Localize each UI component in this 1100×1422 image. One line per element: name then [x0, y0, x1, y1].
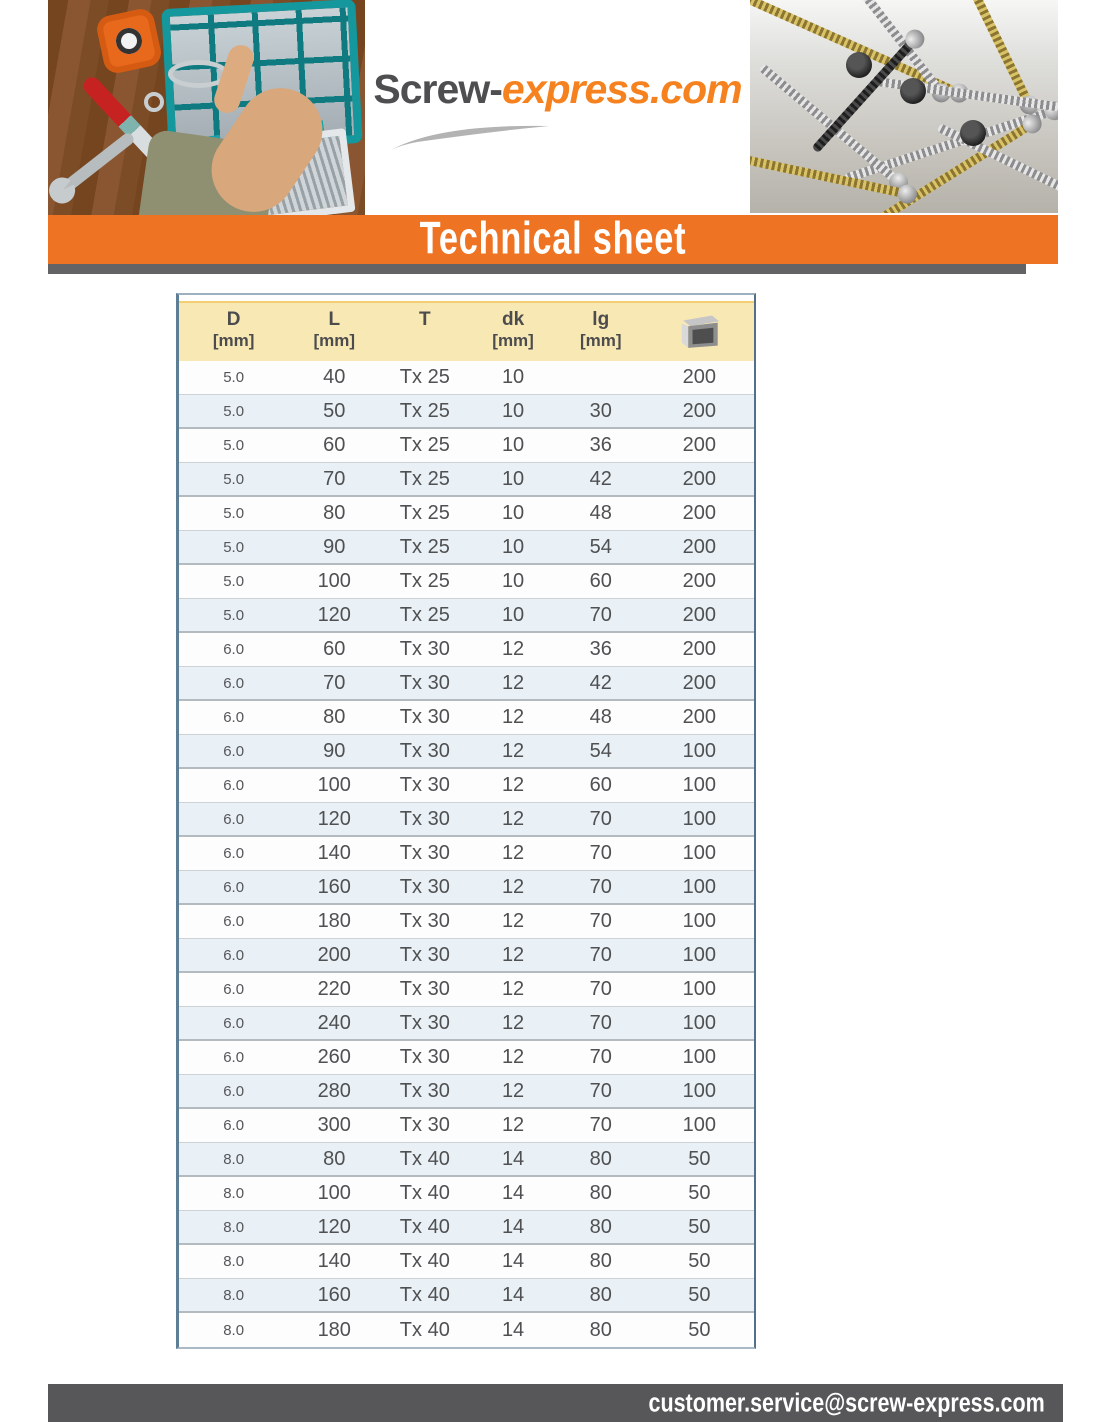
cell-dk: 10: [501, 467, 525, 490]
cell-dk: 10: [501, 366, 525, 388]
cell-t: Tx 30: [399, 774, 450, 796]
cell-box: 50: [688, 1250, 711, 1272]
cell-d: 6.0: [223, 641, 245, 658]
cell-dk: 10: [501, 502, 525, 524]
cell-l: 80: [323, 706, 346, 728]
cell-t: Tx 30: [399, 638, 450, 660]
cell-box: 100: [682, 1114, 717, 1136]
cell-dk: 12: [501, 1011, 525, 1034]
cell-t: Tx 30: [399, 1079, 450, 1102]
package-box-icon: [676, 311, 722, 353]
cell-box: 50: [688, 1147, 711, 1170]
cell-dk: 14: [501, 1182, 525, 1204]
cell-dk: 12: [501, 910, 525, 932]
cell-box: 200: [682, 706, 717, 728]
table-row: [179, 1007, 754, 1041]
cell-box: 100: [682, 910, 717, 932]
column-header-d: D [mm]: [212, 309, 255, 350]
cell-lg: 36: [589, 434, 612, 456]
cell-t: Tx 40: [399, 1283, 450, 1306]
banner-shadow-bar: [48, 264, 1026, 274]
cell-dk: 12: [501, 875, 525, 898]
cell-l: 160: [317, 1283, 351, 1306]
cell-d: 6.0: [223, 981, 245, 998]
table-row: [179, 735, 754, 769]
cell-d: 8.0: [223, 1321, 245, 1339]
cell-lg: 80: [589, 1250, 612, 1272]
cell-l: 120: [317, 807, 351, 830]
table-row: [179, 1109, 754, 1143]
cell-dk: 10: [501, 434, 525, 456]
cell-dk: 14: [501, 1215, 525, 1238]
cell-d: 5.0: [223, 369, 245, 386]
cell-l: 80: [323, 1147, 346, 1170]
cell-box: 200: [682, 467, 717, 490]
cell-lg: 70: [589, 842, 612, 864]
cell-lg: 80: [589, 1182, 612, 1204]
cell-lg: 48: [589, 502, 612, 524]
cell-t: Tx 40: [399, 1318, 450, 1341]
cell-l: 100: [317, 774, 351, 796]
cell-lg: 80: [589, 1147, 612, 1170]
cell-t: Tx 40: [399, 1215, 450, 1238]
cell-dk: 12: [501, 706, 525, 728]
cell-box: 50: [688, 1283, 711, 1306]
table-row: [179, 667, 754, 701]
logo: [365, 0, 750, 215]
cell-box: 200: [682, 399, 717, 422]
cell-t: Tx 30: [399, 706, 450, 728]
cell-box: 100: [682, 1046, 717, 1068]
cell-box: 100: [682, 1011, 717, 1034]
screw-head-icon: [900, 78, 926, 104]
cell-lg: 42: [589, 671, 612, 694]
cell-t: Tx 30: [399, 978, 450, 1000]
cell-t: Tx 30: [399, 807, 450, 830]
table-row: [179, 973, 754, 1007]
page-footer: [48, 1384, 1063, 1422]
cell-dk: 12: [501, 774, 525, 796]
table-row: [179, 497, 754, 531]
cell-d: 6.0: [223, 1014, 245, 1032]
logo-text-screw: Screw-: [373, 66, 502, 112]
cell-box: 200: [682, 434, 717, 456]
screw-head-icon: [960, 120, 986, 146]
cell-l: 300: [317, 1114, 351, 1136]
cell-l: 240: [317, 1011, 351, 1034]
cell-t: Tx 40: [399, 1147, 450, 1170]
cell-t: Tx 30: [399, 739, 450, 762]
table-row: [179, 905, 754, 939]
cell-dk: 12: [501, 807, 525, 830]
cell-d: 6.0: [223, 878, 245, 896]
logo-swoosh-icon: [387, 116, 555, 154]
cell-t: Tx 25: [399, 434, 450, 456]
cell-t: Tx 30: [399, 875, 450, 898]
cell-l: 180: [317, 910, 351, 932]
spec-table-header: [179, 301, 754, 361]
cell-d: 6.0: [223, 946, 245, 964]
cell-l: 120: [317, 603, 351, 626]
column-header-t: T: [419, 309, 431, 330]
cell-lg: 48: [589, 706, 612, 728]
cell-dk: 10: [501, 603, 525, 626]
cell-dk: 10: [501, 535, 525, 558]
cell-l: 100: [317, 1182, 351, 1204]
cell-box: 100: [682, 739, 717, 762]
page-title: Technical sheet: [419, 213, 687, 264]
cell-t: Tx 25: [399, 535, 450, 558]
cell-lg: 70: [589, 1046, 612, 1068]
table-row: [179, 1245, 754, 1279]
cell-t: Tx 30: [399, 1046, 450, 1068]
cell-l: 60: [323, 434, 346, 456]
cell-d: 6.0: [223, 1117, 245, 1134]
cell-t: Tx 30: [399, 1114, 450, 1136]
washer-icon: [144, 92, 164, 112]
table-row: [179, 565, 754, 599]
cell-box: 200: [682, 535, 717, 558]
cell-d: 6.0: [223, 810, 245, 828]
cell-dk: 12: [501, 671, 525, 694]
cell-l: 220: [317, 978, 351, 1000]
table-row: [179, 1041, 754, 1075]
cell-dk: 14: [501, 1318, 525, 1341]
cell-lg: 70: [589, 1114, 612, 1136]
workbench-photo: [48, 0, 365, 215]
cell-d: 5.0: [223, 437, 245, 454]
cell-lg: 54: [589, 535, 612, 558]
cell-lg: 54: [589, 739, 612, 762]
cell-box: 100: [682, 842, 717, 864]
cell-l: 260: [317, 1046, 351, 1068]
table-row: [179, 939, 754, 973]
table-row: [179, 803, 754, 837]
cell-d: 8.0: [223, 1185, 245, 1202]
cell-t: Tx 25: [399, 366, 450, 388]
cell-t: Tx 25: [399, 603, 450, 626]
cell-t: Tx 25: [399, 467, 450, 490]
cell-l: 140: [317, 842, 351, 864]
table-row: [179, 1313, 754, 1347]
table-row: [179, 599, 754, 633]
cell-box: 200: [682, 366, 717, 388]
cell-t: Tx 40: [399, 1250, 450, 1272]
cell-l: 140: [317, 1250, 351, 1272]
cell-box: 200: [682, 671, 717, 694]
cell-lg: 70: [589, 1079, 612, 1102]
column-header-l: L [mm]: [313, 309, 356, 350]
cell-box: 100: [682, 774, 717, 796]
cell-lg: 36: [589, 638, 612, 660]
cell-lg: 70: [589, 978, 612, 1000]
cell-lg: 30: [589, 399, 612, 422]
cell-dk: 10: [501, 570, 525, 592]
cell-t: Tx 40: [399, 1182, 450, 1204]
table-row: [179, 633, 754, 667]
column-header-lg: lg [mm]: [579, 309, 622, 350]
cell-t: Tx 25: [399, 502, 450, 524]
cell-d: 5.0: [223, 505, 245, 522]
cell-d: 8.0: [223, 1253, 245, 1270]
table-row: [179, 769, 754, 803]
cell-d: 8.0: [223, 1150, 245, 1168]
cell-lg: 80: [589, 1215, 612, 1238]
table-row: [179, 395, 754, 429]
cell-d: 5.0: [223, 606, 245, 624]
cell-box: 50: [688, 1182, 711, 1204]
column-header-dk: dk [mm]: [492, 309, 534, 350]
cell-d: 6.0: [223, 674, 245, 692]
cell-l: 120: [317, 1215, 351, 1238]
cell-dk: 12: [501, 638, 525, 660]
cell-d: 6.0: [223, 1082, 245, 1100]
cell-l: 200: [317, 943, 351, 966]
cell-dk: 12: [501, 1046, 525, 1068]
cell-lg: 80: [589, 1318, 612, 1341]
cell-d: 5.0: [223, 402, 245, 420]
cell-d: 5.0: [223, 573, 245, 590]
cell-d: 5.0: [223, 538, 245, 556]
cell-l: 90: [323, 535, 346, 558]
table-row: [179, 871, 754, 905]
cell-l: 180: [317, 1318, 351, 1341]
cell-d: 6.0: [223, 709, 245, 726]
cell-l: 50: [323, 399, 346, 422]
cell-d: 6.0: [223, 777, 245, 794]
title-banner: [48, 215, 1058, 264]
cell-d: 8.0: [223, 1218, 245, 1236]
table-row: [179, 531, 754, 565]
cell-dk: 12: [501, 739, 525, 762]
page-header: [48, 0, 1058, 215]
cell-box: 50: [688, 1215, 711, 1238]
footer-email: customer.service@screw-express.com: [648, 1388, 1045, 1418]
cell-l: 90: [323, 739, 346, 762]
cell-dk: 14: [501, 1147, 525, 1170]
cell-dk: 10: [501, 399, 525, 422]
screws-pile-photo: [750, 0, 1058, 213]
cell-d: 6.0: [223, 845, 245, 862]
cell-box: 100: [682, 875, 717, 898]
table-row: [179, 1143, 754, 1177]
column-header-package: [645, 303, 754, 361]
logo-text: [365, 66, 750, 113]
screw-icon: [937, 123, 1058, 206]
cell-t: Tx 30: [399, 671, 450, 694]
cell-dk: 12: [501, 978, 525, 1000]
cell-box: 100: [682, 943, 717, 966]
cell-t: Tx 30: [399, 1011, 450, 1034]
cell-box: 50: [688, 1318, 711, 1341]
cell-lg: 70: [589, 807, 612, 830]
cell-d: 6.0: [223, 742, 245, 760]
cell-box: 200: [682, 570, 717, 592]
cell-lg: 60: [589, 774, 612, 796]
cell-t: Tx 30: [399, 943, 450, 966]
table-row: [179, 1211, 754, 1245]
cell-l: 60: [323, 638, 346, 660]
cell-t: Tx 25: [399, 570, 450, 592]
cell-l: 280: [317, 1079, 351, 1102]
cell-box: 100: [682, 978, 717, 1000]
cell-l: 70: [323, 671, 346, 694]
cell-l: 80: [323, 502, 346, 524]
tape-measure-icon: [95, 7, 164, 76]
spec-table: [176, 293, 756, 1349]
cell-d: 6.0: [223, 1049, 245, 1066]
cell-l: 70: [323, 467, 346, 490]
cell-box: 200: [682, 502, 717, 524]
cell-t: Tx 30: [399, 910, 450, 932]
table-row: [179, 701, 754, 735]
cell-box: 100: [682, 1079, 717, 1102]
table-row: [179, 361, 754, 395]
spec-table-body: [179, 361, 754, 1347]
cell-lg: 42: [589, 467, 612, 490]
cell-box: 200: [682, 603, 717, 626]
table-row: [179, 429, 754, 463]
cell-l: 40: [323, 366, 346, 388]
cell-l: 160: [317, 875, 351, 898]
cell-dk: 12: [501, 943, 525, 966]
cell-d: 8.0: [223, 1286, 245, 1304]
table-row: [179, 1177, 754, 1211]
wrench-icon: [56, 131, 136, 197]
table-row: [179, 463, 754, 497]
table-row: [179, 1075, 754, 1109]
table-row: [179, 837, 754, 871]
cell-lg: 80: [589, 1283, 612, 1306]
screw-head-icon: [846, 52, 872, 78]
cell-lg: 70: [589, 1011, 612, 1034]
cell-lg: 70: [589, 943, 612, 966]
cell-t: Tx 25: [399, 399, 450, 422]
cell-lg: 70: [589, 875, 612, 898]
cell-lg: 60: [589, 570, 612, 592]
cell-box: 100: [682, 807, 717, 830]
cell-d: 5.0: [223, 470, 245, 488]
cell-dk: 14: [501, 1283, 525, 1306]
cell-l: 100: [317, 570, 351, 592]
cell-box: 200: [682, 638, 717, 660]
cell-t: Tx 30: [399, 842, 450, 864]
cell-dk: 12: [501, 1079, 525, 1102]
table-row: [179, 1279, 754, 1313]
cell-dk: 14: [501, 1250, 525, 1272]
logo-text-express: express.com: [501, 66, 742, 112]
cell-dk: 12: [501, 1114, 525, 1136]
cell-lg: 70: [589, 603, 612, 626]
cell-d: 6.0: [223, 913, 245, 930]
cell-lg: 70: [589, 910, 612, 932]
cell-dk: 12: [501, 842, 525, 864]
